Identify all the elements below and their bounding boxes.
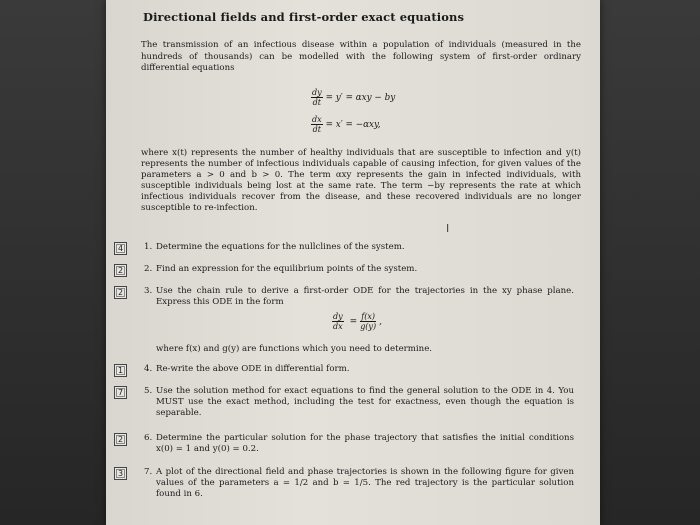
fraction-denominator: g(y) (360, 322, 377, 331)
score-box-q6 (114, 433, 127, 446)
fraction-denominator: dt (312, 125, 321, 134)
fraction-numerator: dy (333, 312, 343, 321)
question-text: Use the solution method for exact equations to find the general solution to the ODE in 4. You MUST use the exact method, including the test for exactness, even though the equation is separable. (156, 386, 574, 418)
document-page (106, 0, 600, 525)
score-box-q2 (114, 264, 127, 277)
page-title: Directional fields and first-order exact equations (143, 10, 465, 24)
question-number: 1. (144, 242, 153, 252)
question-6 (144, 433, 574, 454)
equation-dy-dx (332, 312, 382, 331)
fraction-dy-dt (311, 88, 323, 107)
score-value: 2 (117, 435, 124, 444)
score-box-q1 (114, 242, 127, 255)
equation-rhs: = x′ = −αxy, (325, 119, 381, 130)
score-box-q4 (114, 364, 127, 377)
fraction-numerator: dy (312, 88, 322, 97)
question-3 (144, 286, 574, 307)
question-text: Find an expression for the equilibrium points of the system. (156, 264, 418, 274)
question-text: Use the chain rule to derive a first-order ODE for the trajectories in the xy phase plane. Express this ODE in the form (156, 286, 574, 307)
fraction-denominator: dt (312, 98, 321, 107)
fraction-dx-dt (311, 115, 323, 134)
fraction-f-over-g (360, 312, 376, 331)
score-box-q7 (114, 467, 127, 480)
score-box-q5 (114, 386, 127, 399)
question-number: 4. (144, 364, 153, 374)
equation-tail: , (379, 316, 382, 327)
fraction-denominator: dx (333, 322, 343, 331)
text-cursor-icon: I (446, 222, 450, 235)
question-2 (144, 264, 574, 275)
question-text: Determine the particular solution for the phase trajectory that satisfies the initial conditions x(0) = 1 and y(0) = 0.2. (156, 433, 574, 454)
question-1 (144, 242, 574, 253)
score-value: 4 (117, 244, 124, 253)
question-number: 7. (144, 467, 153, 477)
score-value: 2 (117, 288, 124, 297)
equation-dx-dt (311, 115, 381, 134)
question-number: 5. (144, 386, 153, 396)
score-value: 2 (117, 266, 124, 275)
fraction-numerator: f(x) (361, 312, 375, 321)
question-number: 2. (144, 264, 153, 274)
score-value: 7 (117, 388, 124, 397)
question-7 (144, 467, 574, 499)
model-description-paragraph: where x(t) represents the number of healthy individuals that are susceptible to infection and y(t) represents the number of infectious individuals capable of causing infection, for given values of the parameters a > 0 and b > 0. The term αxy represents the gain in infected individuals, with susceptible individuals being lost at the same rate. The term −by represents the rate at which infectious individuals recover from the disease, and these recovered individuals are no longer susceptible to re-infection. (141, 148, 581, 213)
score-value: 1 (117, 366, 124, 375)
question-number: 3. (144, 286, 153, 296)
question-text: Re-write the above ODE in differential form. (156, 364, 350, 374)
equation-rhs: = y′ = αxy − by (325, 92, 396, 103)
intro-paragraph: The transmission of an infectious disease within a population of individuals (measured in the hundreds of thousands) can be modelled with the following system of first-order ordinary differential equations (141, 40, 581, 73)
fraction-numerator: dx (312, 115, 322, 124)
fraction-dy-dx (332, 312, 344, 331)
question-4 (144, 364, 574, 375)
score-box-q3 (114, 286, 127, 299)
where-f-g-text: where f(x) and g(y) are functions which you need to determine. (156, 344, 433, 354)
question-text: A plot of the directional field and phase trajectories is shown in the following figure for given values of the parameters a = 1/2 and b = 1/5. The red trajectory is the particular solution found in 6. (156, 467, 574, 499)
equation-dy-dt (311, 88, 395, 107)
question-number: 6. (144, 433, 153, 443)
question-text: Determine the equations for the nullclines of the system. (156, 242, 405, 252)
equals-sign: = (349, 316, 358, 327)
score-value: 3 (117, 469, 124, 478)
question-5 (144, 386, 574, 418)
